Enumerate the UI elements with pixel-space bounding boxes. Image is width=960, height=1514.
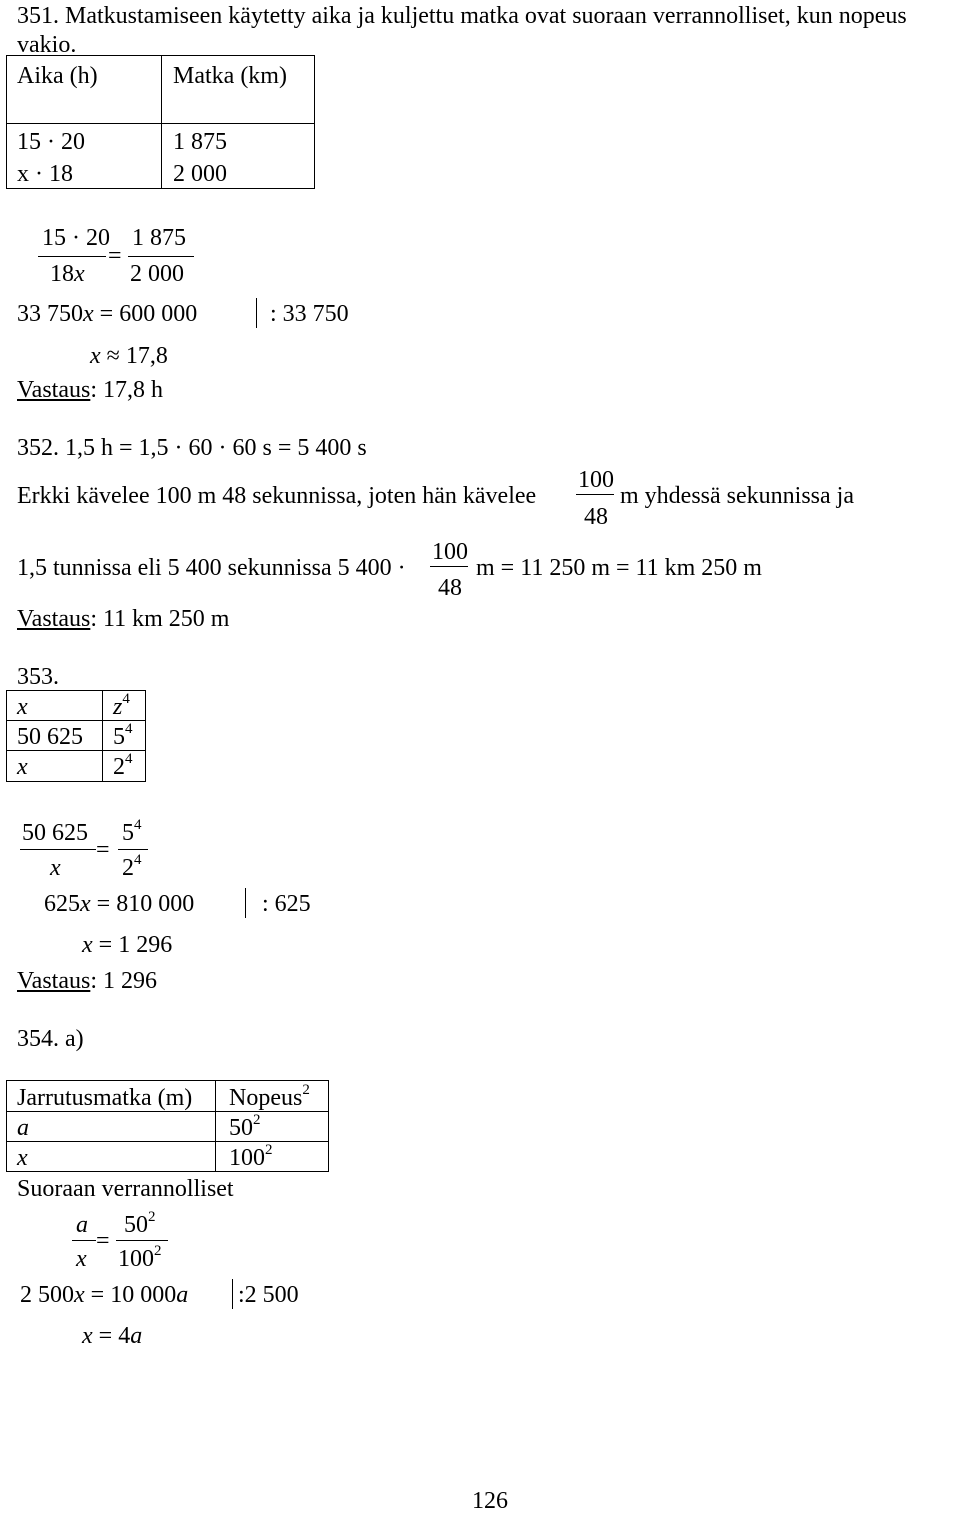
table-cell: x: [17, 754, 28, 780]
equation-line: x ≈ 17,8: [90, 343, 168, 369]
table-header-speed: Nopeus$^2$: [229, 1082, 310, 1111]
table-cell: $50^2$: [229, 1112, 261, 1141]
fraction-denominator: x: [50, 855, 61, 881]
table-cell: $5^4$: [113, 721, 133, 750]
equals-sign: =: [96, 1228, 110, 1254]
operation-note: : 625: [262, 891, 311, 917]
table-cell-time: 15 · 20: [17, 129, 85, 155]
fraction-denominator: $2^4$: [122, 852, 142, 881]
fraction-numerator: 100: [432, 539, 468, 565]
answer: Vastaus: 17,8 h: [17, 377, 163, 403]
operation-bar: [256, 298, 257, 328]
table-divider: [161, 56, 162, 188]
answer: Vastaus: 11 km 250 m: [17, 606, 230, 632]
table-cell: $z^4$: [113, 691, 130, 720]
table-cell: $2^4$: [113, 751, 133, 780]
table-cell-distance: 1 875: [173, 129, 227, 155]
fraction-numerator: $5^4$: [122, 817, 142, 846]
equals-sign: =: [96, 837, 110, 863]
fraction-line: [128, 256, 194, 257]
table-cell: x: [17, 1145, 28, 1171]
answer: Vastaus: 1 296: [17, 968, 157, 994]
table-cell-time: x · 18: [17, 161, 73, 187]
fraction-line: [72, 1240, 96, 1241]
fraction-denominator: x: [76, 1246, 87, 1272]
page-number: 126: [472, 1488, 508, 1514]
problem-351-line2: vakio.: [17, 32, 77, 58]
fraction-numerator: 15 · 20: [42, 225, 110, 251]
table-divider: [7, 1141, 328, 1142]
fraction-numerator: 100: [578, 467, 614, 493]
fraction-line: [38, 256, 106, 257]
equation-line: 2 500x = 10 000a: [20, 1282, 189, 1308]
table-header-time: Aika (h): [17, 63, 98, 89]
fraction-line: [430, 566, 468, 567]
statement: Suoraan verrannolliset: [17, 1176, 234, 1202]
table-divider: [7, 123, 314, 124]
fraction-numerator: a: [76, 1212, 88, 1238]
operation-note: :2 500: [238, 1282, 299, 1308]
fraction-numerator: 1 875: [132, 225, 186, 251]
equation-line: 625x = 810 000: [44, 891, 195, 917]
table-351: [6, 55, 315, 189]
problem-353-title: 353.: [17, 664, 59, 690]
fraction-line: [576, 494, 614, 495]
table-cell: 50 625: [17, 724, 83, 750]
table-header-distance: Matka (km): [173, 63, 287, 89]
fraction-line: [116, 1240, 168, 1241]
problem-351-line1: 351. Matkustamiseen käytetty aika ja kuljettu matka ovat suoraan verrannolliset, kun nopeus: [17, 3, 907, 29]
problem-352-line1: 352. 1,5 h = 1,5 · 60 · 60 s = 5 400 s: [17, 435, 367, 461]
table-cell-distance: 2 000: [173, 161, 227, 187]
table-354: [6, 1080, 329, 1172]
table-divider: [215, 1081, 216, 1171]
problem-352-line2-end: m yhdessä sekunnissa ja: [620, 483, 854, 509]
fraction-line: [20, 849, 96, 850]
table-divider: [102, 691, 103, 781]
operation-bar: [245, 888, 246, 918]
fraction-denominator: $100^2$: [118, 1243, 162, 1272]
table-header-braking: Jarrutusmatka (m): [17, 1085, 193, 1111]
table-cell: $100^2$: [229, 1142, 273, 1171]
equation-line: 33 750x = 600 000: [17, 301, 198, 327]
problem-352-line2: Erkki kävelee 100 m 48 sekunnissa, joten hän kävelee: [17, 483, 537, 509]
fraction-numerator: $50^2$: [124, 1209, 156, 1238]
fraction-denominator: 48: [584, 504, 608, 530]
equation-line: x = 1 296: [82, 932, 173, 958]
operation-bar: [232, 1279, 233, 1309]
problem-354-title: 354. a): [17, 1026, 84, 1052]
table-cell: a: [17, 1115, 29, 1141]
table-353: [6, 690, 146, 782]
table-cell: x: [17, 694, 28, 720]
equals-sign: =: [108, 243, 122, 269]
problem-352-line3-end: m = 11 250 m = 11 km 250 m: [476, 555, 762, 581]
operation-note: : 33 750: [270, 301, 349, 327]
fraction-numerator: 50 625: [22, 820, 88, 846]
equation-line: x = 4a: [82, 1323, 143, 1349]
fraction-denominator: 2 000: [130, 261, 184, 287]
fraction-denominator: 48: [438, 575, 462, 601]
fraction-line: [118, 849, 148, 850]
table-divider: [7, 1111, 328, 1112]
problem-352-line3: 1,5 tunnissa eli 5 400 sekunnissa 5 400 ·: [17, 555, 406, 581]
fraction-denominator: 18x: [50, 261, 85, 287]
